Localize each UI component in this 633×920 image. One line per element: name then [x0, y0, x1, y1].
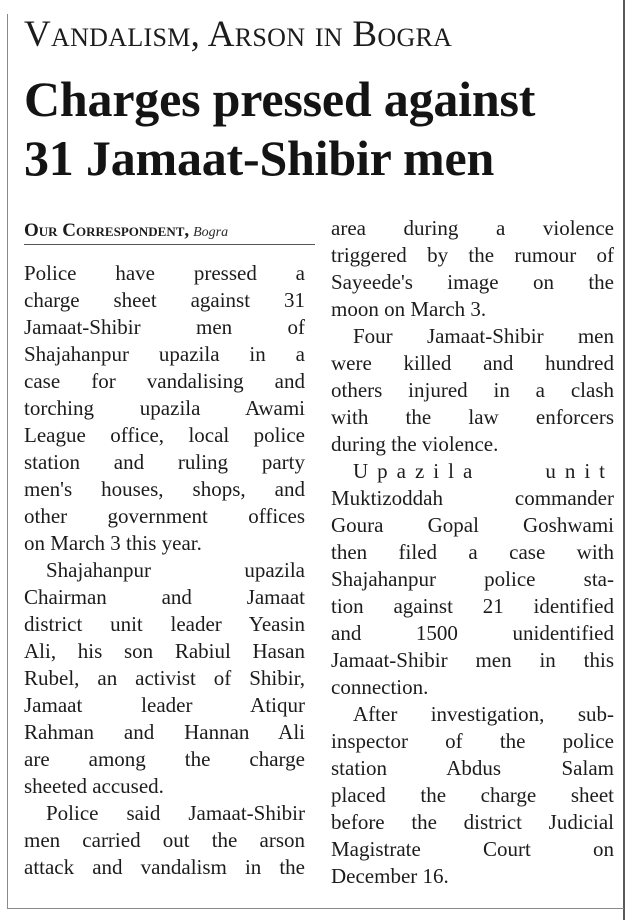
byline-place: Bogra — [193, 225, 229, 240]
text-line: Rubel, an activist of Shibir, — [24, 666, 305, 690]
bottom-rule — [7, 908, 624, 909]
text-line: Four Jamaat-Shibir men — [353, 324, 614, 348]
text-line: Shajahanpur upazila in a — [24, 342, 305, 366]
text-line: Upazila unit — [353, 459, 614, 483]
text-line: area during a violence — [331, 216, 614, 240]
text-line: case for vandalising and — [24, 369, 305, 393]
text-line: Jamaat-Shibir men of — [24, 315, 305, 339]
text-line: charge sheet against 31 — [24, 288, 305, 312]
article-headline — [24, 70, 620, 188]
byline-underline — [24, 244, 315, 245]
text-line: moon on March 3. — [331, 297, 487, 321]
text-line: Police have pressed a — [24, 261, 305, 285]
text-line: sheeted accused. — [24, 774, 164, 798]
text-line: inspector of the police — [331, 729, 614, 753]
byline-name: Our Correspondent, — [24, 220, 190, 241]
text-line: others injured in a clash — [331, 378, 614, 402]
text-line: Jamaat leader Atiqur — [24, 693, 305, 717]
text-line: and 1500 unidentified — [331, 621, 614, 645]
text-line: torching upazila Awami — [24, 396, 305, 420]
text-line: connection. — [331, 675, 429, 699]
text-line: station and ruling party — [24, 450, 305, 474]
text-line: December 16. — [331, 864, 449, 888]
text-line: before the district Judicial — [331, 810, 614, 834]
text-line: men carried out the arson — [24, 828, 305, 852]
text-line: Muktizoddah commander — [331, 486, 614, 510]
text-line: with the law enforcers — [331, 405, 614, 429]
byline — [24, 218, 314, 244]
text-line: Goura Gopal Goshwami — [331, 513, 614, 537]
text-line: then filed a case with — [331, 540, 614, 564]
text-line: station Abdus Salam — [331, 756, 614, 780]
text-line: Police said Jamaat-Shibir — [46, 801, 305, 825]
text-line: League office, local police — [24, 423, 305, 447]
text-line: during the violence. — [331, 432, 499, 456]
headline-line: 31 Jamaat-Shibir men — [24, 130, 495, 186]
text-line: are among the charge — [24, 747, 305, 771]
article-kicker: Vandalism, Arson in Bogra — [24, 14, 453, 55]
text-line: tion against 21 identified — [331, 594, 614, 618]
left-column-rule — [7, 14, 8, 908]
text-line: other government offices — [24, 504, 305, 528]
text-line: Chairman and Jamaat — [24, 585, 305, 609]
text-line: Shajahanpur police sta- — [331, 567, 614, 591]
text-line: on March 3 this year. — [24, 531, 202, 555]
headline-line: Charges pressed against — [24, 71, 536, 127]
text-line: attack and vandalism in the — [24, 855, 305, 879]
text-line: Sayeede's image on the — [331, 270, 614, 294]
text-line: Ali, his son Rabiul Hasan — [24, 639, 305, 663]
text-line: After investigation, sub- — [353, 702, 614, 726]
text-line: Magistrate Court on — [331, 837, 614, 861]
text-line: Jamaat-Shibir men in this — [331, 648, 614, 672]
text-line: placed the charge sheet — [331, 783, 614, 807]
text-line: men's houses, shops, and — [24, 477, 305, 501]
left-column — [24, 260, 305, 881]
text-line: were killed and hundred — [331, 351, 614, 375]
text-line: Shajahanpur upazila — [46, 558, 305, 582]
right-edge-rule — [623, 0, 625, 920]
text-line: district unit leader Yeasin — [24, 612, 305, 636]
text-line: Rahman and Hannan Ali — [24, 720, 305, 744]
right-column — [331, 215, 614, 890]
text-line: triggered by the rumour of — [331, 243, 614, 267]
